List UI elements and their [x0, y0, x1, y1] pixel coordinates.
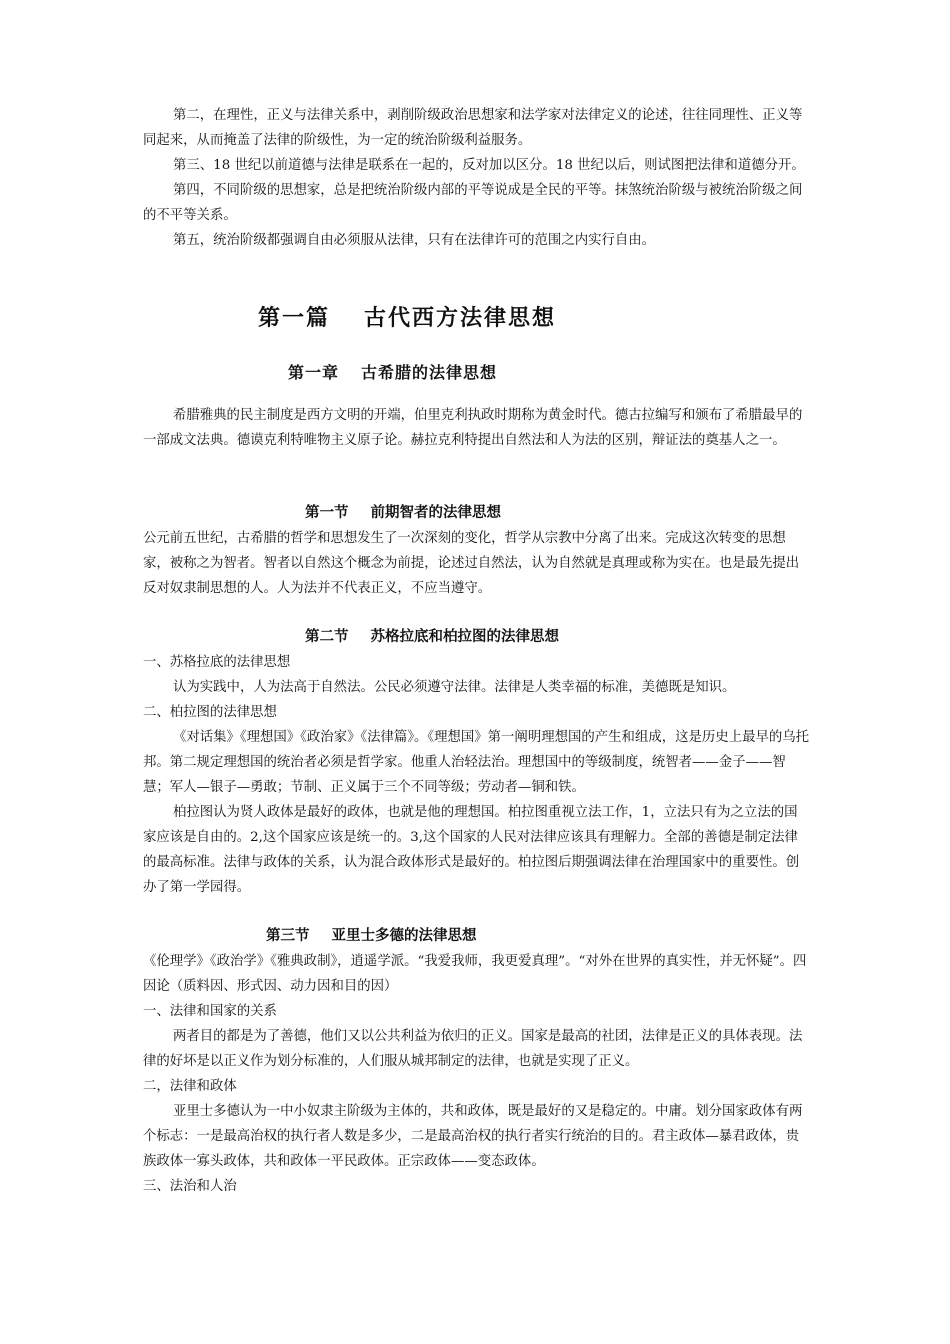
intro-paragraph-2: 第二，在理性，正义与法律关系中，剥削阶级政治思想家和法学家对法律定义的论述，往往同理性、正义等同起来，从而掩盖了法律的阶级性，为一定的统治阶级利益服务。	[143, 108, 803, 148]
chapter-intro-block	[143, 403, 810, 453]
section-3-paragraph-2: 亚里士多德认为一中小奴隶主阶级为主体的，共和政体，既是最好的又是稳定的。中庸。划分国家政体有两个标志：一是最高治权的执行者人数是多少，二是最高治权的执行者实行统治的目的。君主政体—暴君政体，贵族政体一寡头政体，共和政体一平民政体。正宗政体——变态政体。	[143, 1104, 803, 1169]
section-3-title	[266, 924, 477, 945]
section-2-block	[143, 650, 810, 900]
section-2-paragraph-1: 认为实践中，人为法高于自然法。公民必须遵守法律。法律是人类幸福的标准，美德既是知识。	[173, 680, 736, 695]
chapter-name: 古希腊的法律思想	[361, 363, 498, 382]
section-3-heading-1: 一、法律和国家的关系	[143, 1004, 277, 1019]
section-2-name: 苏格拉底和柏拉图的法律思想	[370, 629, 559, 645]
section-2-paragraph-2: 《对话集》《理想国》《政治家》《法律篇》。《理想国》第一阐明理想国的产生和组成，这是历史上最早的乌托邦。第二规定理想国的统治者必须是哲学家。他重人治轻法治。理想国中的等级制度，统智者——金子——智慧；军人—银子—勇敢；节制、正义属于三个不同等级；劳动者—铜和铁。	[143, 730, 810, 795]
section-2-title	[305, 625, 559, 646]
part-title	[258, 301, 556, 332]
section-3-name: 亚里士多德的法律思想	[331, 928, 477, 944]
section-3-paragraph-0: 《伦理学》《政治学》《雅典政制》，逍遥学派。“我爱我师，我更爱真理”。“对外在世界的真实性，并无怀疑”。四因论（质料因、形式因、动力因和目的因）	[143, 954, 807, 994]
chapter-title	[288, 360, 497, 383]
section-2-number: 第二节	[305, 629, 349, 645]
part-name: 古代西方法律思想	[364, 306, 557, 331]
section-2-heading-1: 一、苏格拉底的法律思想	[143, 655, 291, 670]
section-2-heading-2: 二、柏拉图的法律思想	[143, 705, 277, 720]
intro-paragraph-3: 第三、18 世纪以前道德与法律是联系在一起的，反对加以区分。18 世纪以后，则试图把法律和道德分开。	[173, 158, 805, 173]
section-3-paragraph-1: 两者目的都是为了善德，他们又以公共利益为依归的正义。国家是最高的社团，法律是正义的具体表现。法律的好坏是以正义作为划分标准的，人们服从城邦制定的法律，也就是实现了正义。	[143, 1029, 803, 1069]
intro-block	[143, 103, 810, 253]
section-2-paragraph-3: 柏拉图认为贤人政体是最好的政体，也就是他的理想国。柏拉图重视立法工作，1，立法只有为之立法的国家应该是自由的。2,这个国家应该是统一的。3,这个国家的人民对法律应该具有理解力。全部的善德是制定法律的最高标准。法律与政体的关系，认为混合政体形式是最好的。柏拉图后期强调法律在治理国家中的重要性。创办了第一学园得。	[143, 805, 800, 895]
section-3-number: 第三节	[266, 928, 310, 944]
section-3-heading-2: 二，法律和政体	[143, 1079, 237, 1094]
section-1-name: 前期智者的法律思想	[370, 505, 501, 521]
section-1-block	[143, 526, 810, 601]
part-number: 第一篇	[258, 306, 331, 331]
section-1-title	[305, 501, 501, 522]
chapter-intro: 希腊雅典的民主制度是西方文明的开端，伯里克利执政时期称为黄金时代。德古拉编写和颁布了希腊最早的一部成文法典。德谟克利特唯物主义原子论。赫拉克利特提出自然法和人为法的区别，辩证法的奠基人之一。	[143, 408, 803, 448]
section-1-body: 公元前五世纪，古希腊的哲学和思想发生了一次深刻的变化，哲学从宗教中分离了出来。完成这次转变的思想家，被称之为智者。智者以自然这个概念为前提，论述过自然法，认为自然就是真理或称为实在。也是最先提出反对奴隶制思想的人。人为法并不代表正义，不应当遵守。	[143, 531, 800, 596]
section-1-number: 第一节	[305, 505, 349, 521]
intro-paragraph-5: 第五，统治阶级都强调自由必须服从法律，只有在法律许可的范围之内实行自由。	[173, 233, 656, 248]
intro-paragraph-4: 第四，不同阶级的思想家，总是把统治阶级内部的平等说成是全民的平等。抹煞统治阶级与被统治阶级之间的不平等关系。	[143, 183, 803, 223]
section-3-heading-3: 三、法治和人治	[143, 1179, 237, 1194]
chapter-number: 第一章	[288, 363, 340, 382]
section-3-block	[143, 949, 810, 1199]
